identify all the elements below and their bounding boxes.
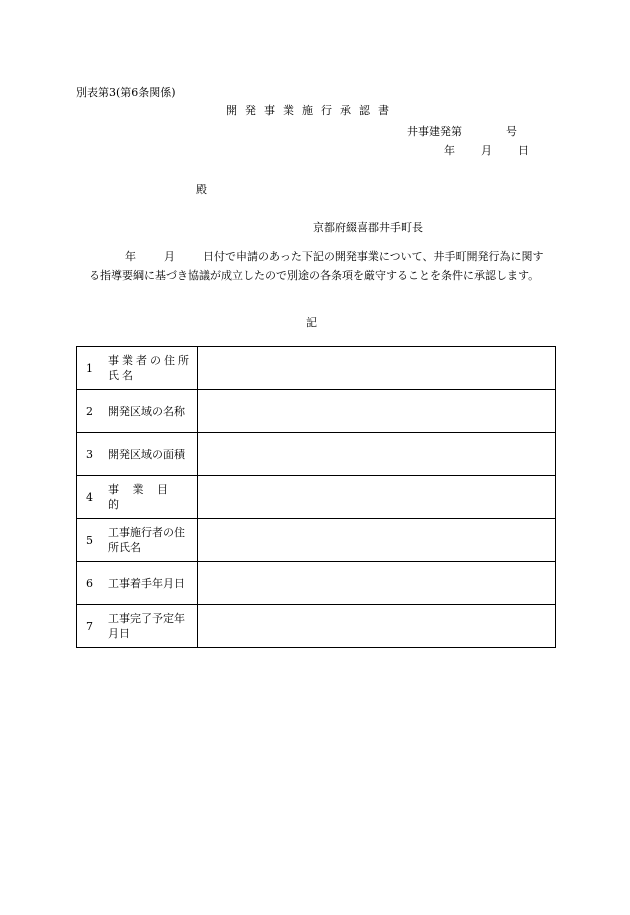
row-value[interactable] [197, 433, 555, 476]
row-value[interactable] [197, 390, 555, 433]
row-label-text: 工事完了予定年 月日 [108, 612, 185, 640]
table-row [77, 433, 556, 476]
row-label [77, 433, 198, 476]
table-row [77, 390, 556, 433]
ki-heading: 記 [306, 316, 317, 329]
form-reference: 別表第3(第6条関係) [76, 86, 176, 99]
body-year: 年 [125, 250, 136, 263]
date-day: 日 [518, 144, 529, 157]
row-label-text: 開発区域の名称 [108, 404, 185, 418]
row-label [77, 519, 198, 562]
row-value[interactable] [197, 562, 555, 605]
row-number: 6 [86, 576, 93, 590]
row-label [77, 476, 198, 519]
document-title: 開発事業施行承認書 [226, 104, 397, 117]
row-number: 4 [86, 490, 93, 504]
date-month: 月 [481, 144, 492, 157]
row-number: 2 [86, 404, 93, 418]
row-label [77, 562, 198, 605]
row-value[interactable] [197, 519, 555, 562]
issuer: 京都府綴喜郡井手町長 [313, 221, 423, 234]
row-label [77, 390, 198, 433]
row-value[interactable] [197, 347, 555, 390]
row-number: 5 [86, 533, 93, 547]
date-year: 年 [444, 144, 455, 157]
row-label-text: 開発区域の面積 [108, 447, 185, 461]
row-number: 7 [86, 619, 93, 633]
row-value[interactable] [197, 476, 555, 519]
table-row [77, 519, 556, 562]
items-table [76, 346, 556, 648]
table-row [77, 605, 556, 648]
row-number: 3 [86, 447, 93, 461]
row-label-text: 工事施行者の住 所氏名 [108, 526, 185, 554]
row-number: 1 [86, 361, 93, 375]
document-date [444, 142, 529, 158]
row-label-text: 工事着手年月日 [108, 576, 185, 590]
table-row [77, 476, 556, 519]
table-row [77, 562, 556, 605]
row-label-text: 事 業 目 的 [108, 483, 173, 511]
addressee: 殿 [196, 183, 207, 196]
number-suffix: 号 [506, 125, 517, 138]
row-label [77, 605, 198, 648]
body-text: 日付で申請のあった下記の開発事業について、井手町開発行為に関する指導要綱に基づき協議が成立したので別途の各条項を厳守することを条件に承認します。 [89, 250, 544, 282]
table-row [77, 347, 556, 390]
document-number [407, 123, 517, 139]
body-month: 月 [164, 250, 175, 263]
row-value[interactable] [197, 605, 555, 648]
body-paragraph [89, 247, 551, 285]
row-label-text: 事業者の住所 氏名 [108, 354, 192, 382]
row-label [77, 347, 198, 390]
number-prefix: 井事建発第 [407, 125, 462, 138]
